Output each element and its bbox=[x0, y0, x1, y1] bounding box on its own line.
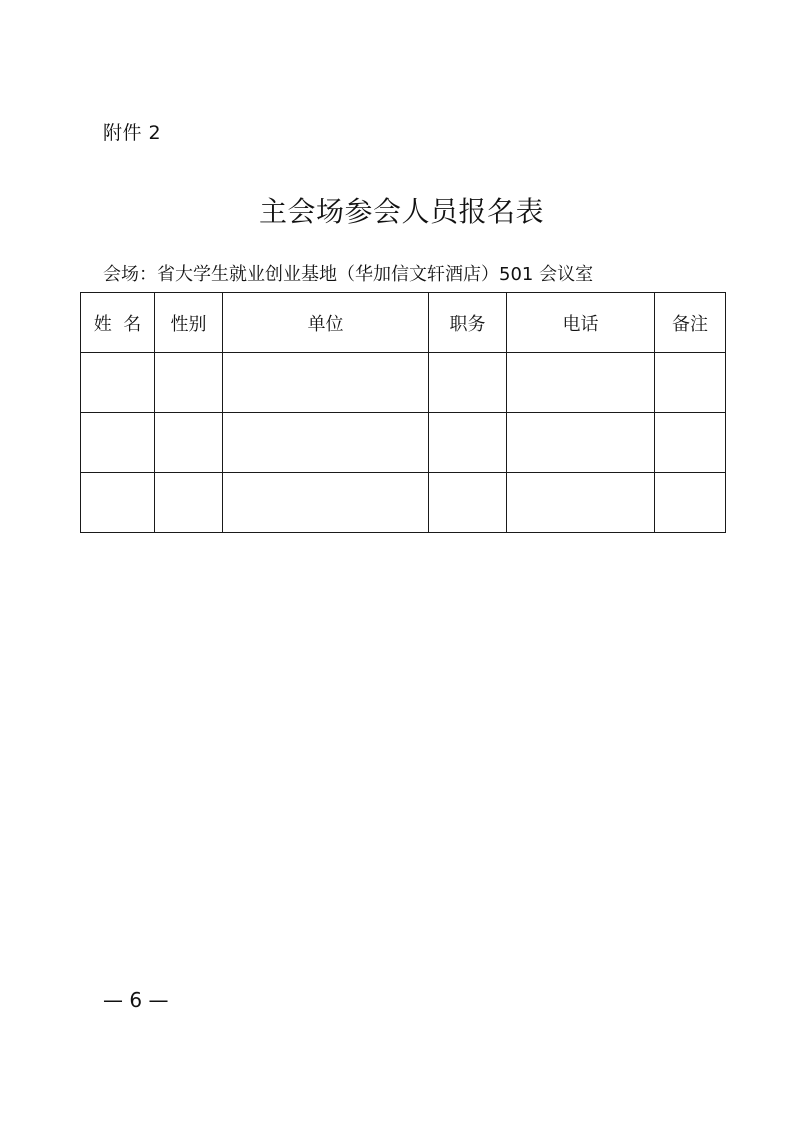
table-row bbox=[81, 413, 726, 473]
cell-gender[interactable] bbox=[155, 473, 223, 533]
cell-remarks[interactable] bbox=[655, 473, 726, 533]
header-phone: 电话 bbox=[507, 293, 655, 353]
table-row bbox=[81, 353, 726, 413]
venue-line: 会场：省大学生就业创业基地（华加信文轩酒店）501 会议室 bbox=[103, 264, 594, 285]
header-position: 职务 bbox=[429, 293, 507, 353]
cell-name[interactable] bbox=[81, 413, 155, 473]
cell-organization[interactable] bbox=[223, 413, 429, 473]
cell-position[interactable] bbox=[429, 473, 507, 533]
cell-phone[interactable] bbox=[507, 473, 655, 533]
header-name: 姓 名 bbox=[81, 293, 155, 353]
cell-name[interactable] bbox=[81, 473, 155, 533]
header-organization: 单位 bbox=[223, 293, 429, 353]
cell-gender[interactable] bbox=[155, 353, 223, 413]
table-header-row bbox=[81, 293, 726, 353]
registration-table bbox=[80, 292, 726, 533]
attachment-label: 附件 2 bbox=[103, 122, 162, 144]
header-gender: 性别 bbox=[155, 293, 223, 353]
cell-position[interactable] bbox=[429, 353, 507, 413]
header-remarks: 备注 bbox=[655, 293, 726, 353]
cell-remarks[interactable] bbox=[655, 413, 726, 473]
cell-organization[interactable] bbox=[223, 473, 429, 533]
page-number: — 6 — bbox=[103, 988, 169, 1012]
cell-organization[interactable] bbox=[223, 353, 429, 413]
cell-gender[interactable] bbox=[155, 413, 223, 473]
cell-phone[interactable] bbox=[507, 353, 655, 413]
cell-remarks[interactable] bbox=[655, 353, 726, 413]
cell-position[interactable] bbox=[429, 413, 507, 473]
cell-phone[interactable] bbox=[507, 413, 655, 473]
table-row bbox=[81, 473, 726, 533]
cell-name[interactable] bbox=[81, 353, 155, 413]
page-title: 主会场参会人员报名表 bbox=[258, 195, 544, 228]
